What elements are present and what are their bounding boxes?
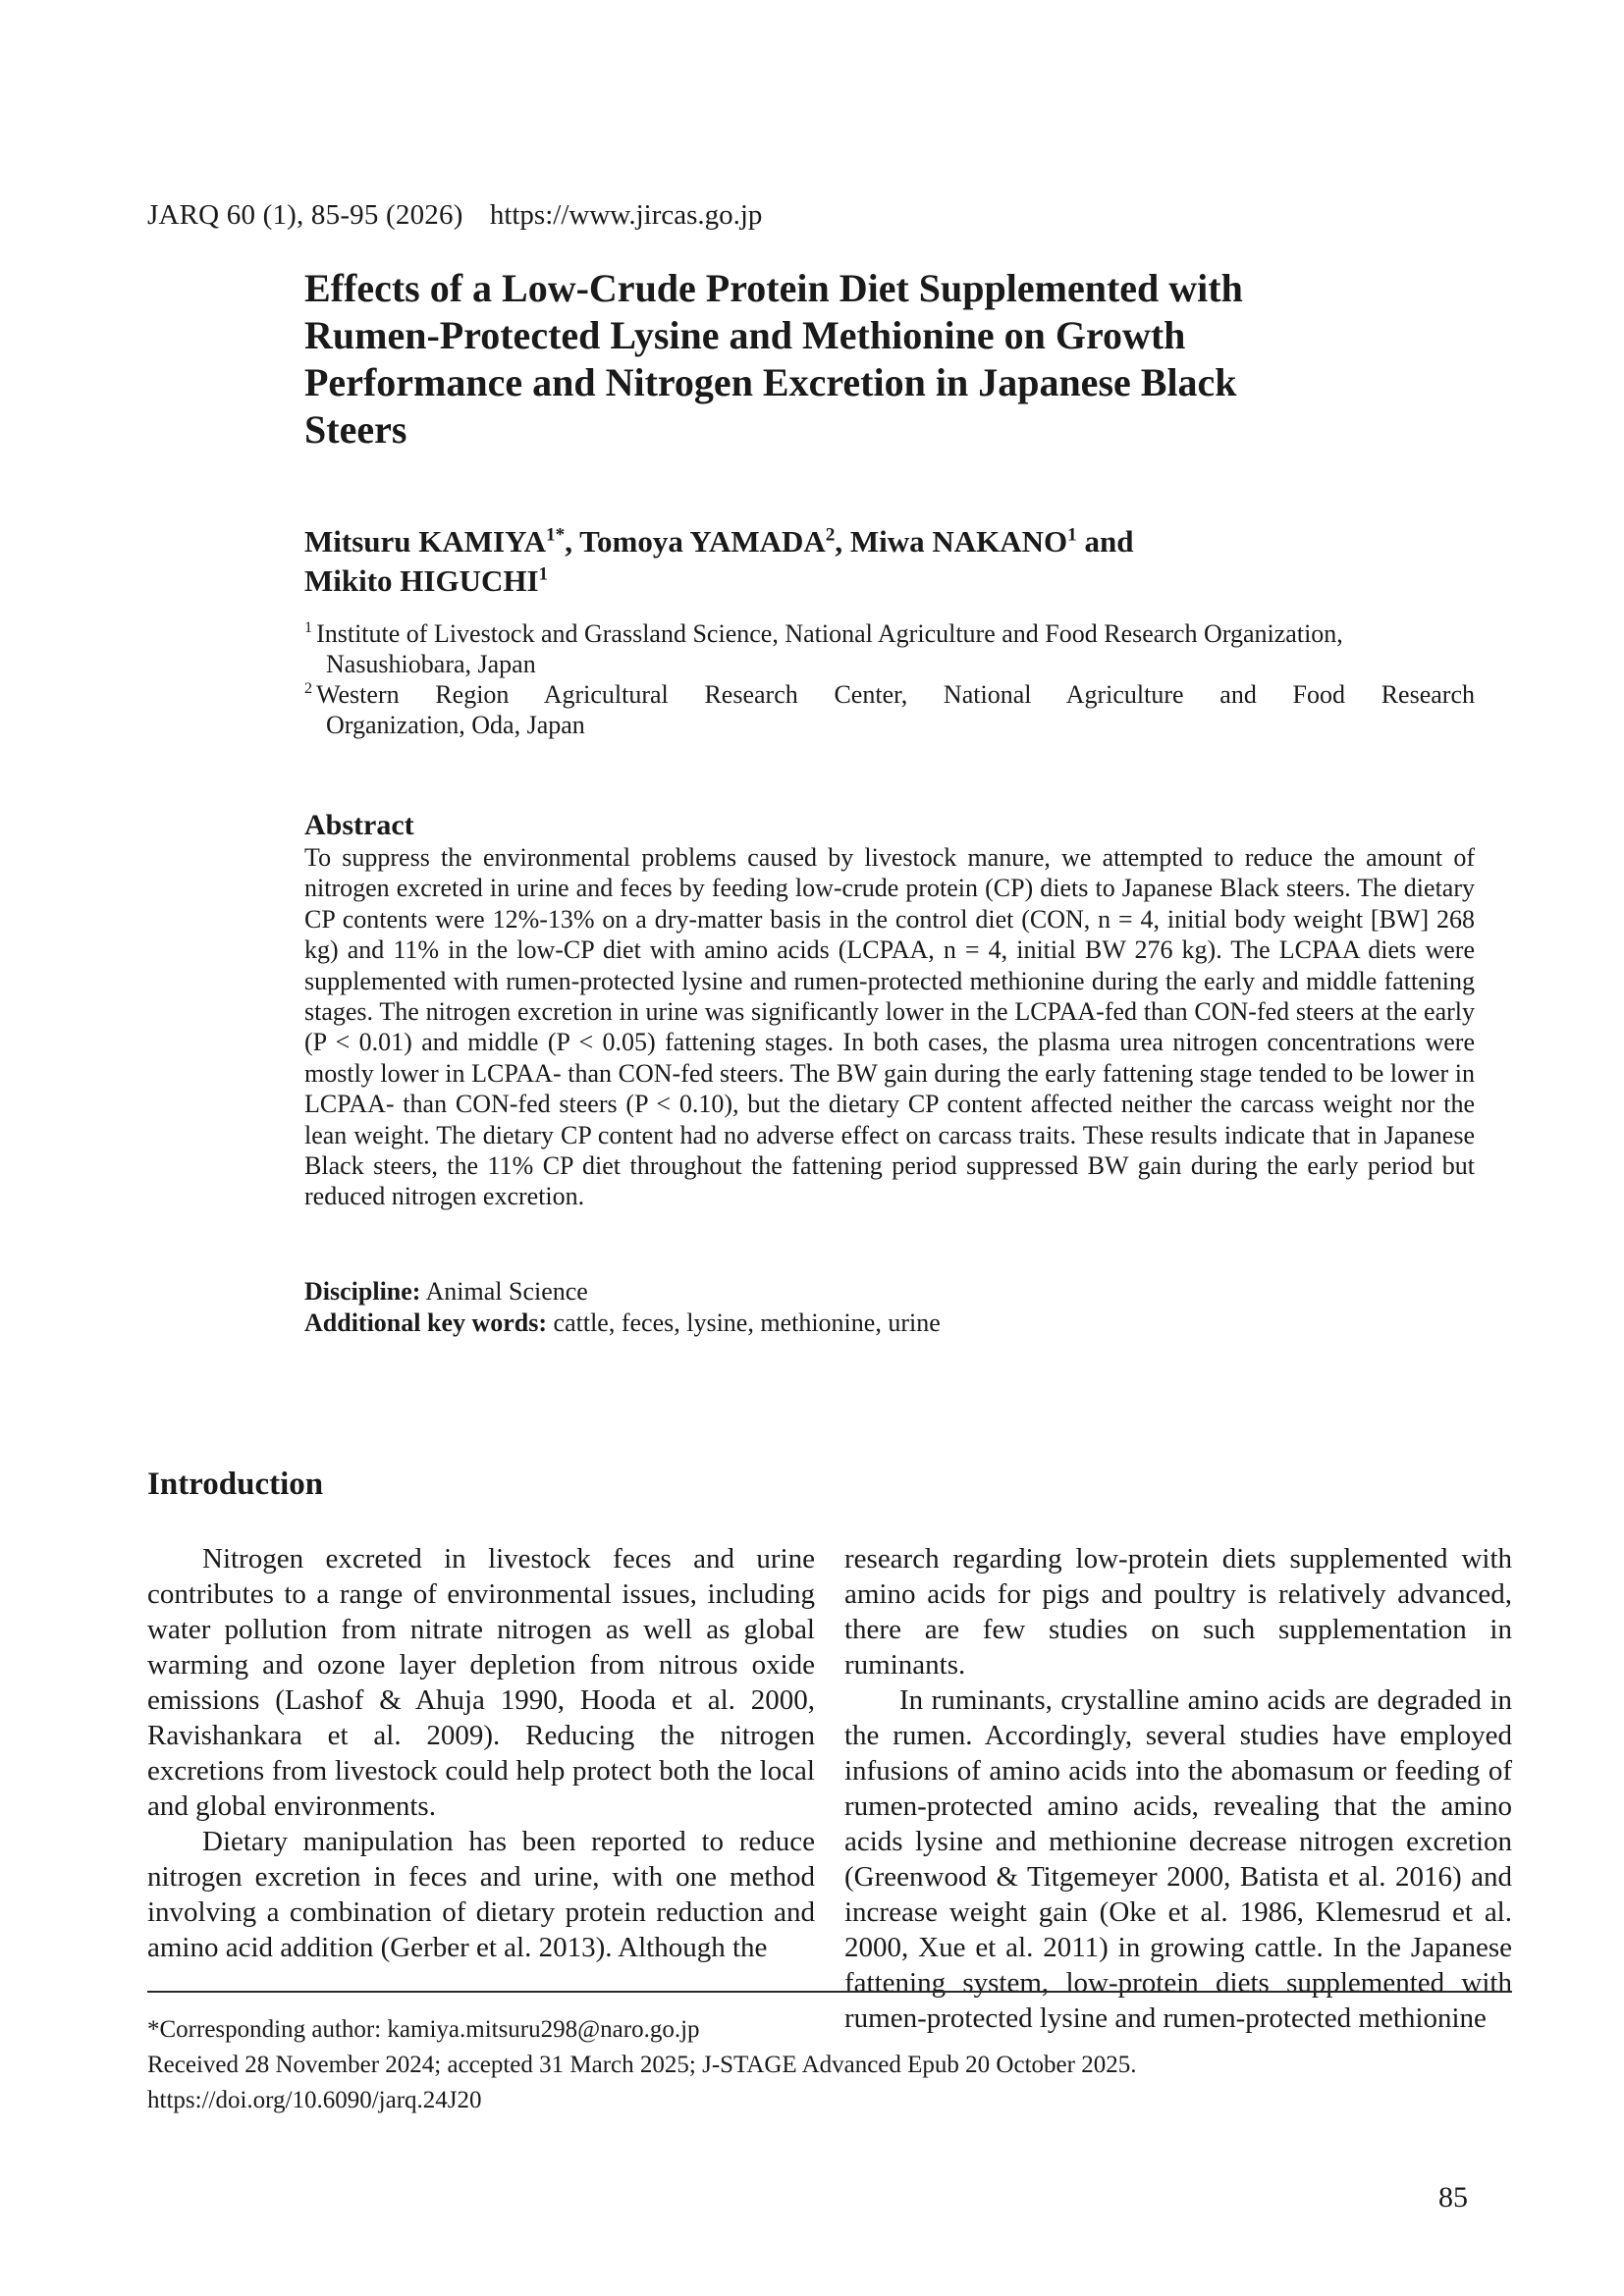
author-3: , Miwa NAKANO [835,524,1068,559]
title-line-1: Effects of a Low-Crude Protein Diet Supplemented with [304,266,1243,310]
author-4: Mikito HIGUCHI [304,563,539,598]
author-4-affil-mark: 1 [538,563,549,585]
doi-line: https://doi.org/10.6090/jarq.24J20 [147,2087,482,2113]
intro-left-column [147,1541,815,2036]
author-1-affil-mark: 1* [546,524,566,546]
article-meta [304,1276,1475,1339]
received-accepted-line: Received 28 November 2024; accepted 31 March 2025; J-STAGE Advanced Epub 20 October 2025. [147,2052,1137,2078]
intro-paragraph-3: In ruminants, crystalline amino acids are degraded in the rumen. Accordingly, several studies have employed infusions of amino acids into the abomasum or feeding of rumen-protected amino acids, revealing that the amino acids lysine and methionine decrease nitrogen excretion (Greenwood & Titgemeyer 2000, Batista et al. 2016) and increase weight gain (Oke et al. 1986, Klemesrud et al. 2000, Xue et al. 2011) in growing cattle. In the Japanese fattening system, low-protein diets supplemented with rumen-protected lysine and rumen-protected methionine [844,1684,1512,2034]
intro-right-column [844,1541,1512,2036]
title-line-4: Steers [304,407,407,452]
authors-and: and [1076,524,1134,559]
article-title [304,265,1483,454]
authors [304,522,1483,601]
affiliation-2-marker: 2 [304,680,313,698]
author-3-affil-mark: 1 [1067,524,1077,546]
footnote-divider [147,1991,1512,1993]
keywords-label: Additional key words: [304,1308,548,1337]
page-number: 85 [1438,2181,1468,2214]
authors-line-2 [304,561,1483,601]
affiliation-2-text: Western Region Agricultural Research Center, National Agriculture and Food Research [316,680,1475,709]
author-2: , Tomoya YAMADA [565,524,826,559]
affiliation-2-line-2: Organization, Oda, Japan [326,711,585,739]
discipline-value: Animal Science [420,1277,588,1306]
authors-line-1 [304,522,1483,561]
journal-url: https://www.jircas.go.jp [489,199,763,231]
intro-paragraph-2: Dietary manipulation has been reported to reduce nitrogen excretion in feces and urine, with one method involving a combination of dietary protein reduction and amino acid addition (Gerber et al. 2013). Although the [147,1826,815,1963]
author-2-affil-mark: 2 [825,524,836,546]
discipline-line [304,1276,1475,1308]
intro-paragraph-2-continued: research regarding low-protein diets supplemented with amino acids for pigs and poultry is relatively advanced, there are few studies on such supplementation in ruminants. [844,1543,1512,1681]
affiliation-1-line-1 [304,618,1475,649]
abstract-heading: Abstract [304,809,414,841]
affiliation-1-line-2: Nasushiobara, Japan [326,650,536,678]
affiliation-2-line-1 [304,679,1475,710]
abstract-body: To suppress the environmental problems caused by livestock manure, we attempted to reduce the amount of nitrogen excreted in urine and feces by feeding low-crude protein (CP) diets to Japanese Black steers. The dietary CP contents were 12%-13% on a dry-matter basis in the control diet (CON, n = 4, initial body weight [BW] 268 kg) and 11% in the low-CP diet with amino acids (LCPAA, n = 4, initial BW 276 kg). The LCPAA diets were supplemented with rumen-protected lysine and rumen-protected methionine during the early and middle fattening stages. The nitrogen excretion in urine was significantly lower in the LCPAA-fed than CON-fed steers at the early (P < 0.01) and middle (P < 0.05) fattening stages. In both cases, the plasma urea nitrogen concentrations were mostly lower in LCPAA- than CON-fed steers. The BW gain during the early fattening stage tended to be lower in LCPAA- than CON-fed steers (P < 0.10), but the dietary CP content affected neither the carcass weight nor the lean weight. The dietary CP content had no adverse effect on carcass traits. These results indicate that in Japanese Black steers, the 11% CP diet throughout the fattening period suppressed BW gain during the early period but reduced nitrogen excretion. [304,843,1475,1211]
affiliation-1-text: Institute of Livestock and Grassland Science, National Agriculture and Food Research Organization, [316,619,1343,648]
author-1: Mitsuru KAMIYA [304,524,547,559]
title-line-2: Rumen-Protected Lysine and Methionine on Growth [304,313,1186,357]
keywords-line [304,1308,1475,1339]
discipline-label: Discipline: [304,1277,421,1306]
corresponding-author-line: *Corresponding author: kamiya.mitsuru298@naro.go.jp [147,2016,700,2043]
footnote [147,2012,1512,2118]
intro-paragraph-1: Nitrogen excreted in livestock feces and urine contributes to a range of environmental issues, including water pollution from nitrate nitrogen as well as global warming and ozone layer depletion from nitrous oxide emissions (Lashof & Ahuja 1990, Hooda et al. 2000, Ravishankara et al. 2009). Reducing the nitrogen excretions from livestock could help protect both the local and global environments. [147,1543,815,1822]
introduction-columns [147,1541,1512,2036]
keywords-value: cattle, feces, lysine, methionine, urine [547,1308,941,1337]
affiliation-2 [304,679,1475,740]
journal-header-line [147,199,762,232]
journal-citation: JARQ 60 (1), 85-95 (2026) [147,199,463,231]
title-line-3: Performance and Nitrogen Excretion in Japanese Black [304,360,1237,404]
affiliations [304,618,1475,740]
affiliation-1 [304,618,1475,679]
affiliation-1-marker: 1 [304,619,313,637]
introduction-heading: Introduction [147,1467,324,1502]
